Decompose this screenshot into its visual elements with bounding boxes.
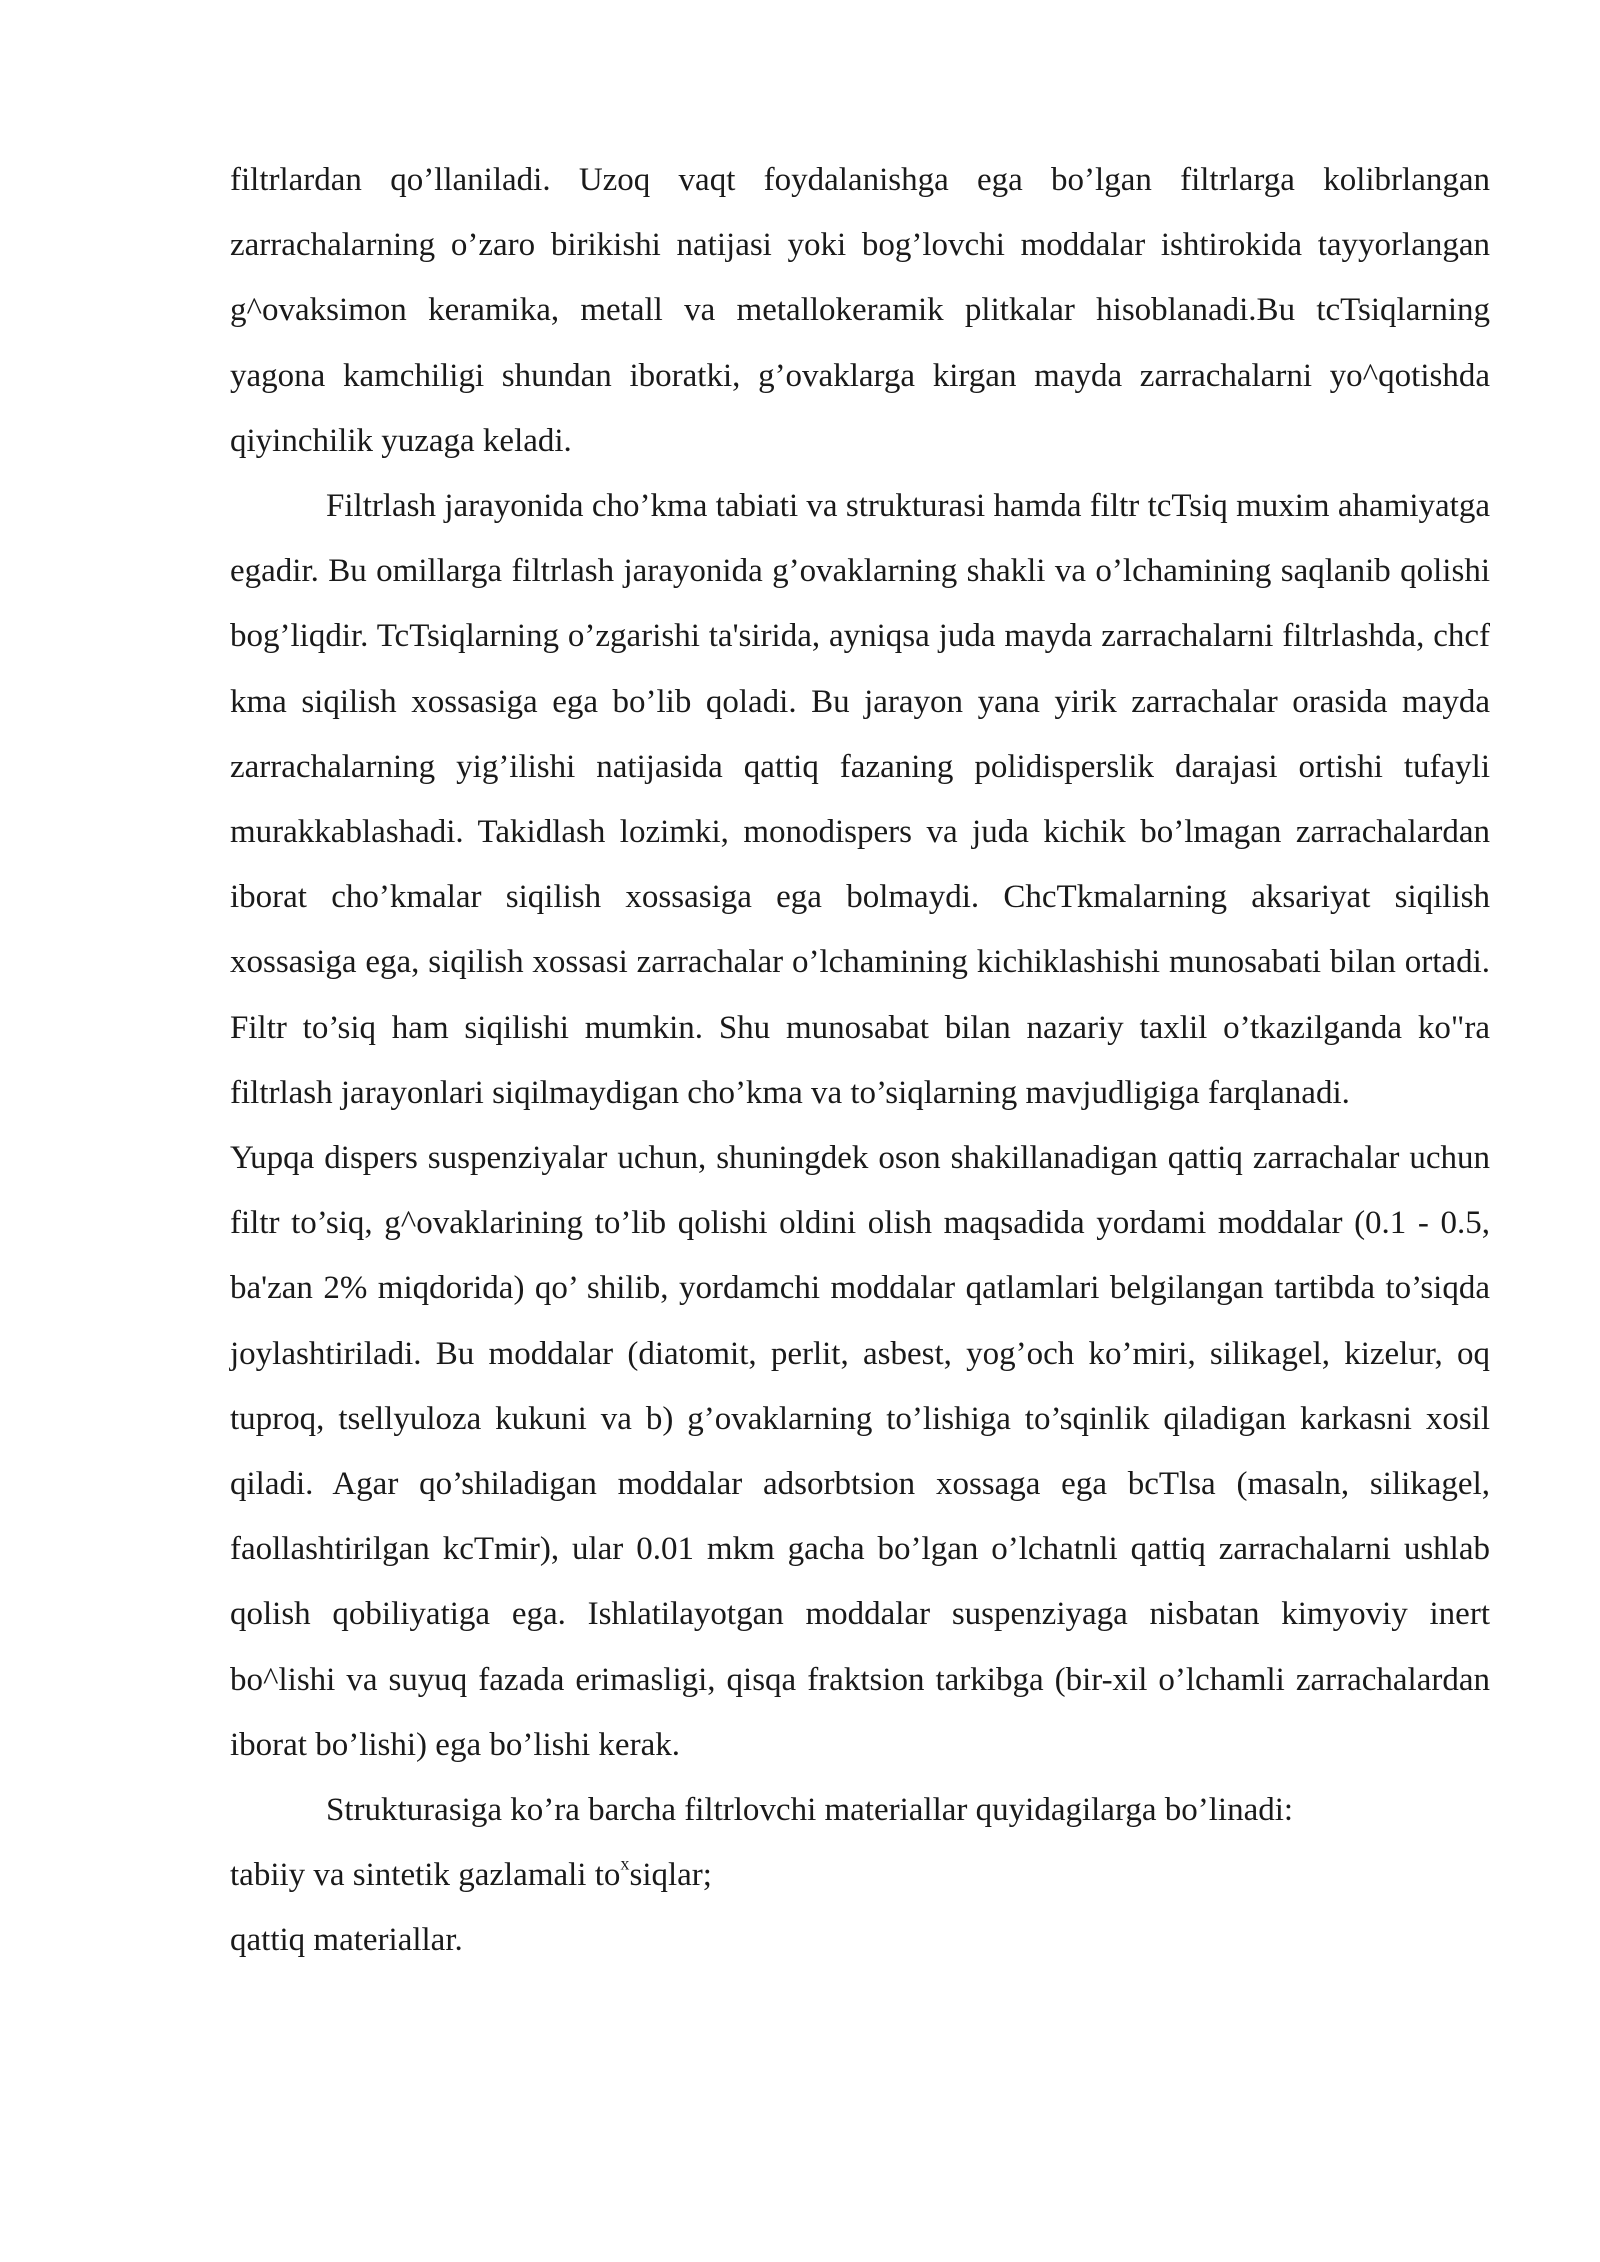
superscript-mark: x	[620, 1853, 630, 1874]
list-item-text-end: siqlar;	[629, 1857, 712, 1894]
list-item-text-start: tabiiy va sintetik gazlamali to	[230, 1857, 621, 1894]
paragraph-filtration-process: Filtrlash jarayonida cho’kma tabiati va strukturasi hamda filtr tcTsiq muxim ahamiyatga egadir. Bu omillarga filtrlash jarayonida g’ovaklarning shakli va o’lchamining saqlanib qolishi bog’liqdir. TcTsiqlarning o’zgarishi ta'sirida, ayniqsa juda mayda zarrachalarni filtrlashda, chcf kma siqilish xossasiga ega bo’lib qoladi. Bu jarayon yana yirik zarrachalar orasida mayda zarrachalarning yig’ilishi natijasida qattiq fazaning polidisperslik darajasi ortishi tufayli murakkablashadi. Takidlash lozimki, monodispers va juda kichik bo’lmagan zarrachalardan iborat cho’kmalar siqilish xossasiga ega bolmaydi. ChcTkmalarning aksariyat siqilish xossasiga ega, siqilish xossasi zarrachalar o’lchamining kichiklashishi munosabati bilan ortadi. Filtr to’siq ham siqilishi mumkin. Shu munosabat bilan nazariy taxlil o’tkazilganda ko"ra filtrlash jarayonlari siqilmaydigan cho’kma va to’siqlarning mavjudligiga farqlanadi.	[230, 488, 1490, 1111]
paragraph-filters-intro: filtrlardan qo’llaniladi. Uzoq vaqt foydalanishga ega bo’lgan filtrlarga kolibrlangan zarrachalarning o’zaro birikishi natijasi yoki bog’lovchi moddalar ishtirokida tayyorlangan g^ovaksimon keramika, metall va metallokeramik plitkalar hisoblanadi.Bu tcTsiqlarning yagona kamchiligi shundan iboratki, g’ovaklarga kirgan mayda zarrachalarni yo^qotishda qiyinchilik yuzaga keladi.	[230, 162, 1490, 459]
list-item-fabric-barriers	[230, 1843, 1490, 1908]
list-item-solid-materials: qattiq materiallar.	[230, 1922, 463, 1959]
document-page	[230, 148, 1490, 1974]
paragraph-structure-classification: Strukturasiga ko’ra barcha filtrlovchi materiallar quyidagilarga bo’linadi:	[326, 1792, 1294, 1829]
paragraph-auxiliary-substances: Yupqa dispers suspenziyalar uchun, shuningdek oson shakillanadigan qattiq zarrachalar uchun filtr to’siq, g^ovaklarining to’lib qolishi oldini olish maqsadida yordami moddalar (0.1 - 0.5, ba'zan 2% miqdorida) qo’ shilib, yordamchi moddalar qatlamlari belgilangan tartibda to’siqda joylashtiriladi. Bu moddalar (diatomit, perlit, asbest, yog’och ko’miri, silikagel, kizelur, oq tuproq, tsellyuloza kukuni va b) g’ovaklarning to’lishiga to’sqinlik qiladigan karkasni xosil qiladi. Agar qo’shiladigan moddalar adsorbtsion xossaga ega bcTlsa (masaln, silikagel, faollashtirilgan kcTmir), ular 0.01 mkm gacha bo’lgan o’lchatnli qattiq zarrachalarni ushlab qolish qobiliyatiga ega. Ishlatilayotgan moddalar suspenziyaga nisbatan kimyoviy inert bo^lishi va suyuq fazada erimasligi, qisqa fraktsion tarkibga (bir-xil o’lchamli zarrachalardan iborat bo’lishi) ega bo’lishi kerak.	[230, 1140, 1490, 1763]
